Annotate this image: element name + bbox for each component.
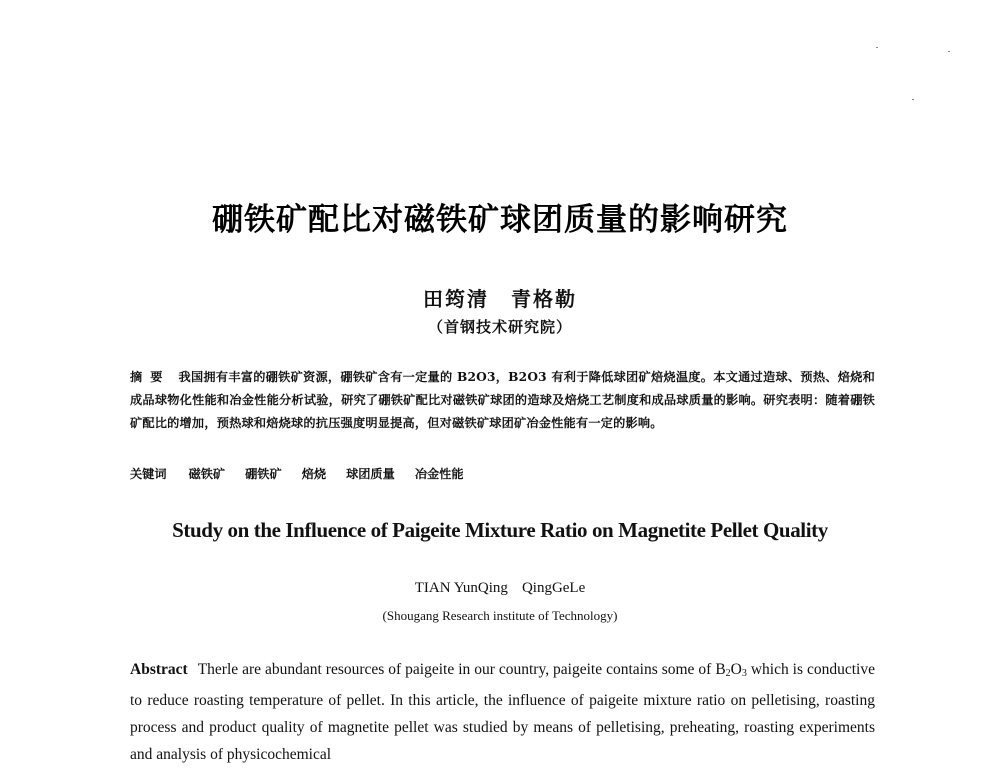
keyword: 球团质量 xyxy=(346,467,395,481)
chinese-abstract xyxy=(130,366,875,435)
chinese-author-name: 青格勒 xyxy=(511,287,577,311)
chinese-keywords xyxy=(130,465,484,482)
english-author-name: TIAN YunQing xyxy=(414,580,508,596)
chinese-author-name: 田筠清 xyxy=(423,287,489,311)
scan-speck xyxy=(912,99,914,100)
english-title: Study on the Influence of Paigeite Mixture Ratio on Magnetite Pellet Quality xyxy=(172,518,828,542)
chinese-abstract-text: 我国拥有丰富的硼铁矿资源，硼铁矿含有一定量的 B2O3，B2O3 有利于降低球团矿焙烧温度。本文通过造球、预热、焙烧和成品球物化性能和冶金性能分析试验，研究了硼铁矿配比对磁铁矿球团的造球及焙烧工艺制度和成品球质量的影响。研究表明：随着硼铁矿配比的增加，预热球和焙烧球的抗压强度明显提高，但对磁铁矿球团矿冶金性能有一定的影响。 xyxy=(130,370,876,430)
english-author-name: QingGeLe xyxy=(521,580,586,596)
english-abstract-text-continued: which is conductive to reduce roasting temperature of pellet. In this article, the influence of paigeite mixture ratio on pelletising, roasting process and product quality of magnetite pellet was studied by means of pelletising, preheating, roasting experiments and analysis of physicochemical xyxy=(130,661,875,763)
english-abstract-text: Therle are abundant resources of paigeite in our country, paigeite contains some of xyxy=(197,661,712,678)
chinese-keywords-label: 关键词 xyxy=(130,467,167,481)
english-abstract-label: Abstract xyxy=(130,661,188,678)
scan-speck xyxy=(876,47,878,48)
english-affiliation: (Shougang Research institute of Technology) xyxy=(382,608,618,623)
keyword: 硼铁矿 xyxy=(245,467,282,481)
chinese-authors xyxy=(0,283,1000,312)
keyword: 焙烧 xyxy=(301,467,327,481)
scan-speck xyxy=(948,51,950,52)
keyword: 冶金性能 xyxy=(414,467,464,481)
chinese-abstract-label: 摘要 xyxy=(130,370,171,384)
chinese-affiliation: （首钢技术研究院） xyxy=(427,318,572,336)
english-abstract xyxy=(130,656,875,768)
keyword: 磁铁矿 xyxy=(188,467,226,481)
chinese-title: 硼铁矿配比对磁铁矿球团质量的影响研究 xyxy=(212,202,788,238)
english-authors xyxy=(0,580,1000,597)
formula-b2o3: $B_2O_3$ xyxy=(715,661,747,679)
